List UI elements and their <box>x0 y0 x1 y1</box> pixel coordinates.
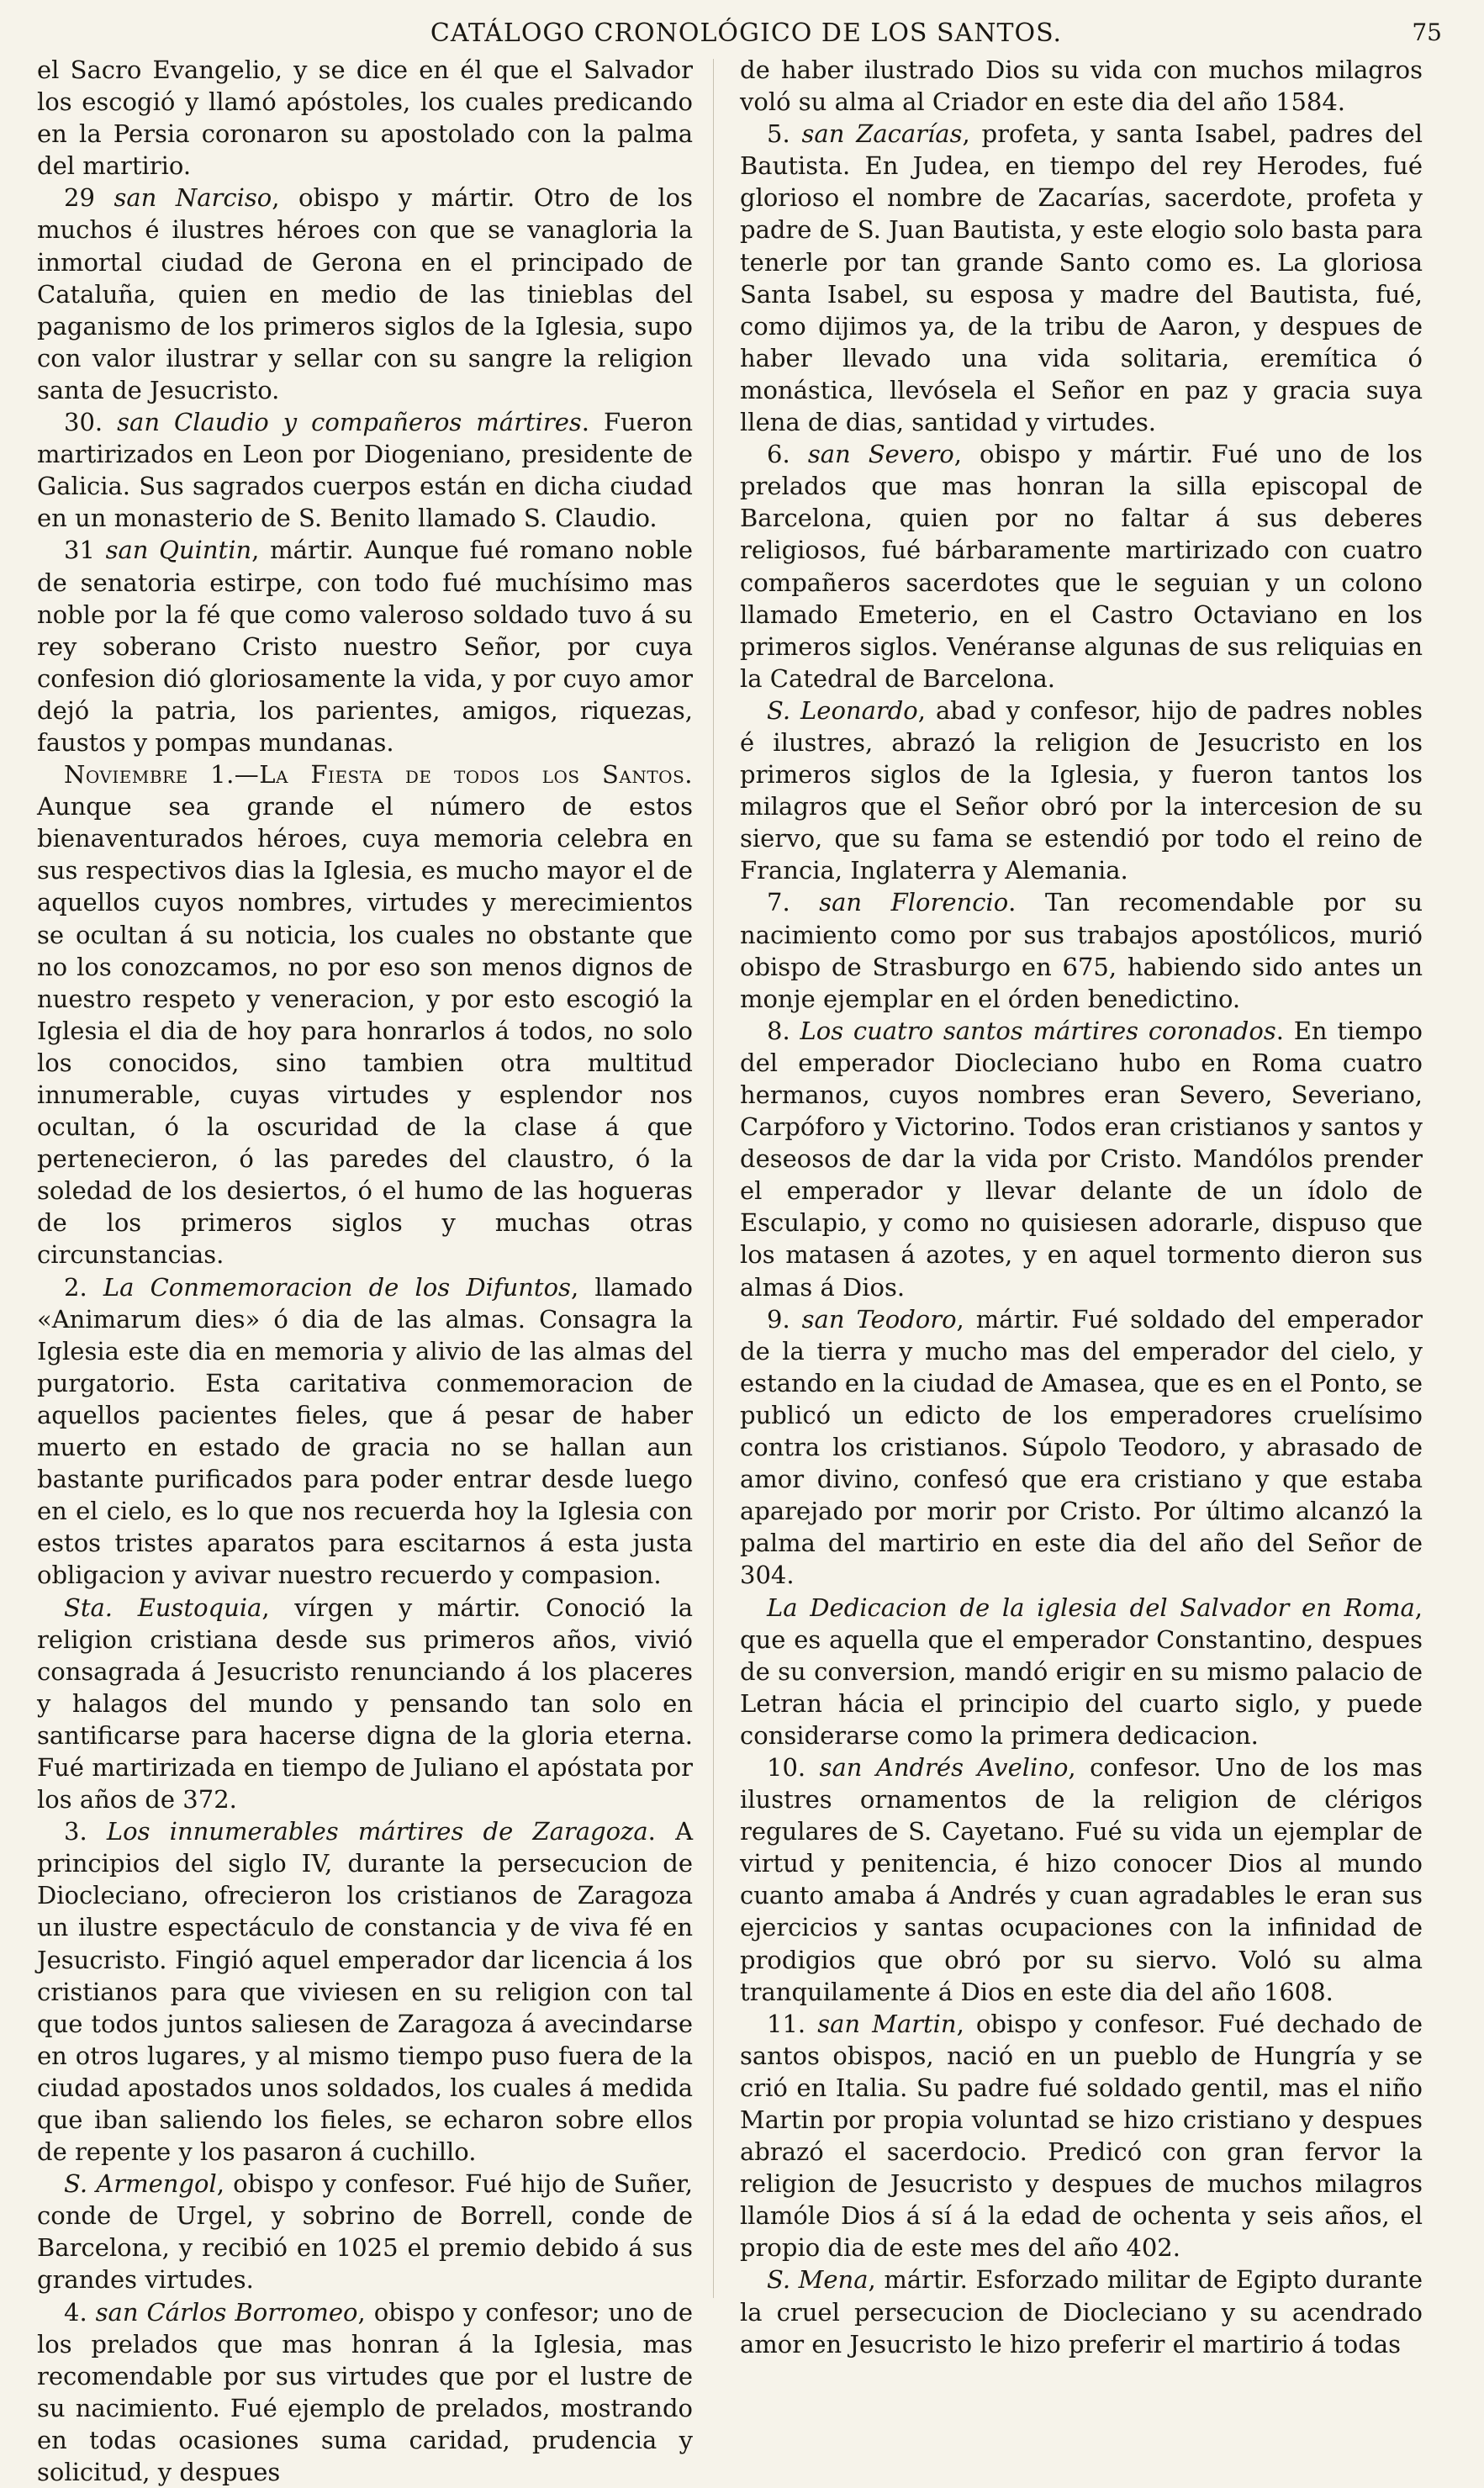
saint-name: S. Armengol <box>64 2169 217 2199</box>
paragraph: S. Leonardo, abad y confesor, hijo de padres nobles é ilustres, abrazó la religion de Jesucristo en los primeros siglos de la Iglesia, y fueron tantos los milagros que el Señor obró por la intercesion de su siervo, que su fama se estendió por todo el reino de Francia, Inglaterra y Alemania. <box>740 695 1423 885</box>
paragraph: 10. san Andrés Avelino, confesor. Uno de los mas ilustres ornamentos de la religion de clérigos regulares de S. Cayetano. Fué su vida un ejemplar de virtud y penitencia, é hizo conocer Dios al mundo cuanto amaba á Andrés y cuan agradables le eran sus ejercicios y santas ocupaciones con la infinidad de prodigios que obró por su siervo. Voló su alma tranquilamente á Dios en este dia del año 1608. <box>740 1752 1423 2006</box>
entry-number: 10. <box>767 1752 806 1782</box>
entry-number: 30. <box>64 408 103 437</box>
paragraph: 7. san Florencio. Tan recomendable por su nacimiento como por sus trabajos apostólicos, murió obispo de Strasburgo en 675, habiendo sido antes un monje ejemplar en el órden benedictino. <box>740 888 1423 1013</box>
saint-name: san Florencio <box>819 888 1009 917</box>
paragraph: 29 san Narciso, obispo y mártir. Otro de los muchos é ilustres héroes con que se vanagloria la inmortal ciudad de Gerona en el principado de Cataluña, quien en medio de las tinieblas del paganismo de los primeros siglos de la Iglesia, supo con valor ilustrar y sellar con su sangre la religion santa de Jesucristo. <box>37 183 694 404</box>
entry-number: 9. <box>767 1304 790 1334</box>
saint-name: san Narciso <box>114 183 272 213</box>
saint-name: La Conmemoracion de los Difuntos <box>103 1272 571 1302</box>
running-head <box>50 18 1442 55</box>
right-column <box>740 54 1423 2359</box>
saint-name: san Cárlos Borromeo <box>95 2297 358 2327</box>
paragraph: 4. san Cárlos Borromeo, obispo y confesor; uno de los prelados que mas honran á la Iglesia, mas recomendable por sus virtudes que por el lustre de su nacimiento. Fué ejemplo de prelados, mostrando en todas ocasiones suma caridad, prudencia y solicitud, y despues <box>37 2297 693 2487</box>
saint-name: san Severo <box>807 440 954 469</box>
saint-name: S. Leonardo <box>767 695 918 725</box>
entry-number: 31 <box>64 536 95 565</box>
saint-name: san Andrés Avelino <box>819 1752 1069 1782</box>
saint-name: san Zacarías <box>801 119 963 149</box>
paragraph: el Sacro Evangelio, y se dice en él que el Salvador los escogió y llamó apóstoles, los cuales predicando en la Persia coronaron su apostolado con la palma del martirio. <box>37 55 693 181</box>
saint-name: san Claudio y compañeros mártires <box>117 408 582 437</box>
paragraph: 31 san Quintin, mártir. Aunque fué romano noble de senatoria estirpe, con todo fué muchísimo mas noble por la fé que como valeroso soldado tuvo á su rey soberano Cristo nuestro Señor, por cuya confesion dió gloriosamente la vida, y por cuyo amor dejó la patria, los parientes, amigos, riquezas, faustos y pompas mundanas. <box>37 536 694 757</box>
paragraph: 11. san Martin, obispo y confesor. Fué dechado de santos obispos, nació en un pueblo de Hungría y se crió en Italia. Su padre fué soldado gentil, mas el niño Martin por propia voluntad se hizo cristiano y despues abrazó el sacerdocio. Predicó con gran fervor la religion de Jesucristo y despues de muchos milagros llamóle Dios á sí á la edad de ochenta y seis años, el propio dia de este mes del año 402. <box>740 2009 1423 2263</box>
saint-name: Sta. Eustoquia <box>64 1593 262 1622</box>
paragraph: 3. Los innumerables mártires de Zaragoza. A principios del siglo IV, durante la persecucion de Diocleciano, ofrecieron los cristianos de Zaragoza un ilustre espectáculo de constancia y de viva fé en Jesucristo. Fingió aquel emperador dar licencia á los cristianos para que viviesen en su religion con tal que todos juntos saliesen de Zaragoza á avecindarse en otros lugares, y al mismo tiempo puso fuera de la ciudad apostados unos soldados, los cuales á medida que iban saliendo los fieles, se echaron sobre ellos de repente y los pasaron á cuchillo. <box>37 1817 694 2167</box>
paragraph: Noviembre 1.—La Fiesta de todos los Santos. Aunque sea grande el número de estos bienaventurados héroes, cuya memoria celebra en sus respectivos dias la Iglesia, es mucho mayor el de aquellos cuyos nombres, virtudes y merecimientos se ocultan á su noticia, los cuales no obstante que no los conozcamos, no por eso son menos dignos de nuestro respeto y veneracion, y por esto escogió la Iglesia el dia de hoy para honrarlos á todos, no solo los conocidos, sino tambien otra multitud innumerable, cuyas virtudes y esplendor nos ocultan, ó la oscuridad de la clase á que pertenecieron, ó las paredes del claustro, ó la soledad de los desiertos, ó el humo de las hogueras de los primeros siglos y muchas otras circunstancias. <box>37 760 693 1270</box>
left-column <box>37 54 694 2487</box>
paragraph: de haber ilustrado Dios su vida con muchos milagros voló su alma al Criador en este dia del año 1584. <box>740 55 1423 117</box>
entry-number: 6. <box>767 440 790 469</box>
paragraph: 2. La Conmemoracion de los Difuntos, llamado «Animarum dies» ó dia de las almas. Consagra la Iglesia este dia en memoria y alivio de las almas del purgatorio. Esta caritativa conmemoracion de aquellos pacientes fieles, que á pesar de haber muerto en estado de gracia no se hallan aun bastante purificados para poder entrar desde luego en el cielo, es lo que nos recuerda hoy la Iglesia con estos tristes aparatos para escitarnos á esta justa obligacion y avivar nuestro recuerdo y compasion. <box>37 1272 694 1590</box>
saint-name: san Quintin <box>105 536 252 565</box>
column-divider <box>713 59 714 2298</box>
entry-number: 11. <box>767 2009 806 2038</box>
running-title: CATÁLOGO CRONOLÓGICO DE LOS SANTOS. <box>430 18 1063 48</box>
paragraph: 5. san Zacarías, profeta, y santa Isabel, padres del Bautista. En Judea, en tiempo del rey Herodes, fué glorioso el nombre de Zacarías, sacerdote, profeta y padre de S. Juan Bautista, y este elogio solo basta para tenerle por tan grande Santo como es. La gloriosa Santa Isabel, su esposa y madre del Bautista, fué, como dijimos ya, de la tribu de Aaron, y despues de haber llevado una vida solitaria, eremítica ó monástica, llevósela el Señor en paz y gracia suya llena de dias, santidad y virtudes. <box>740 119 1423 437</box>
paragraph: 9. san Teodoro, mártir. Fué soldado del emperador de la tierra y mucho mas del emperador del cielo, y estando en la ciudad de Amasea, que es en el Ponto, se publicó un edicto de los emperadores cruelísimo contra los cristianos. Súpolo Teodoro, y abrasado de amor divino, confesó que era cristiano y que estaba aparejado por morir por Cristo. Por último alcanzó la palma del martirio en este dia del año del Señor de 304. <box>740 1304 1423 1590</box>
entry-number: 3. <box>64 1817 87 1846</box>
month-heading: Noviembre 1.—La Fiesta de todos los Santos. <box>64 760 693 790</box>
paragraph: La Dedicacion de la iglesia del Salvador en Roma, que es aquella que el emperador Constantino, despues de su conversion, mandó erigir en su mismo palacio de Letran hácia el principio del cuarto siglo, y puede considerarse como la primera dedicacion. <box>740 1593 1423 1750</box>
saint-name: La Dedicacion de la iglesia del Salvador en Roma <box>767 1593 1415 1622</box>
entry-number: 7. <box>767 888 790 917</box>
page-number: 75 <box>1412 18 1442 46</box>
saint-name: san Martin <box>817 2009 957 2038</box>
saint-name: S. Mena <box>767 2265 869 2295</box>
entry-number: 5. <box>767 119 790 149</box>
entry-number: 4. <box>64 2297 87 2327</box>
saint-name: san Teodoro <box>801 1304 957 1334</box>
paragraph: S. Mena, mártir. Esforzado militar de Egipto durante la cruel persecucion de Diocleciano y su acendrado amor en Jesucristo le hizo preferir el martirio á todas <box>740 2265 1423 2359</box>
paragraph: 8. Los cuatro santos mártires coronados. En tiempo del emperador Diocleciano hubo en Roma cuatro hermanos, cuyos nombres eran Severo, Severiano, Carpóforo y Victorino. Todos eran cristianos y santos y deseosos de dar la vida por Cristo. Mandólos prender el emperador y llevar delante de un ídolo de Esculapio, y como no quisiesen adorarle, dispuso que los matasen á azotes, y en aquel tormento dieron sus almas á Dios. <box>740 1016 1423 1302</box>
entry-number: 2. <box>64 1272 87 1302</box>
entry-number: 8. <box>767 1016 790 1045</box>
saint-name: Los cuatro santos mártires coronados <box>800 1016 1276 1045</box>
paragraph: 30. san Claudio y compañeros mártires. Fueron martirizados en Leon por Diogeniano, presidente de Galicia. Sus sagrados cuerpos están en dicha ciudad en un monasterio de S. Benito llamado S. Claudio. <box>37 408 693 533</box>
paragraph: 6. san Severo, obispo y mártir. Fué uno de los prelados que mas honran la silla episcopal de Barcelona, quien por no faltar á sus deberes religiosos, fué bárbaramente martirizado con cuatro compañeros sacerdotes que le seguian y un colono llamado Emeterio, en el Castro Octaviano en los primeros siglos. Venéranse algunas de sus reliquias en la Catedral de Barcelona. <box>740 440 1423 693</box>
paragraph: Sta. Eustoquia, vírgen y mártir. Conoció la religion cristiana desde sus primeros años, vivió consagrada á Jesucristo renunciando á los placeres y halagos del mundo y pensando tan solo en santificarse para hacerse digna de la gloria eterna. Fué martirizada en tiempo de Juliano el apóstata por los años de 372. <box>37 1593 693 1814</box>
paragraph: S. Armengol, obispo y confesor. Fué hijo de Suñer, conde de Urgel, y sobrino de Borrell, conde de Barcelona, y recibió en 1025 el premio debido á sus grandes virtudes. <box>37 2169 694 2295</box>
entry-number: 29 <box>64 183 95 213</box>
saint-name: Los innumerables mártires de Zaragoza <box>106 1817 648 1846</box>
